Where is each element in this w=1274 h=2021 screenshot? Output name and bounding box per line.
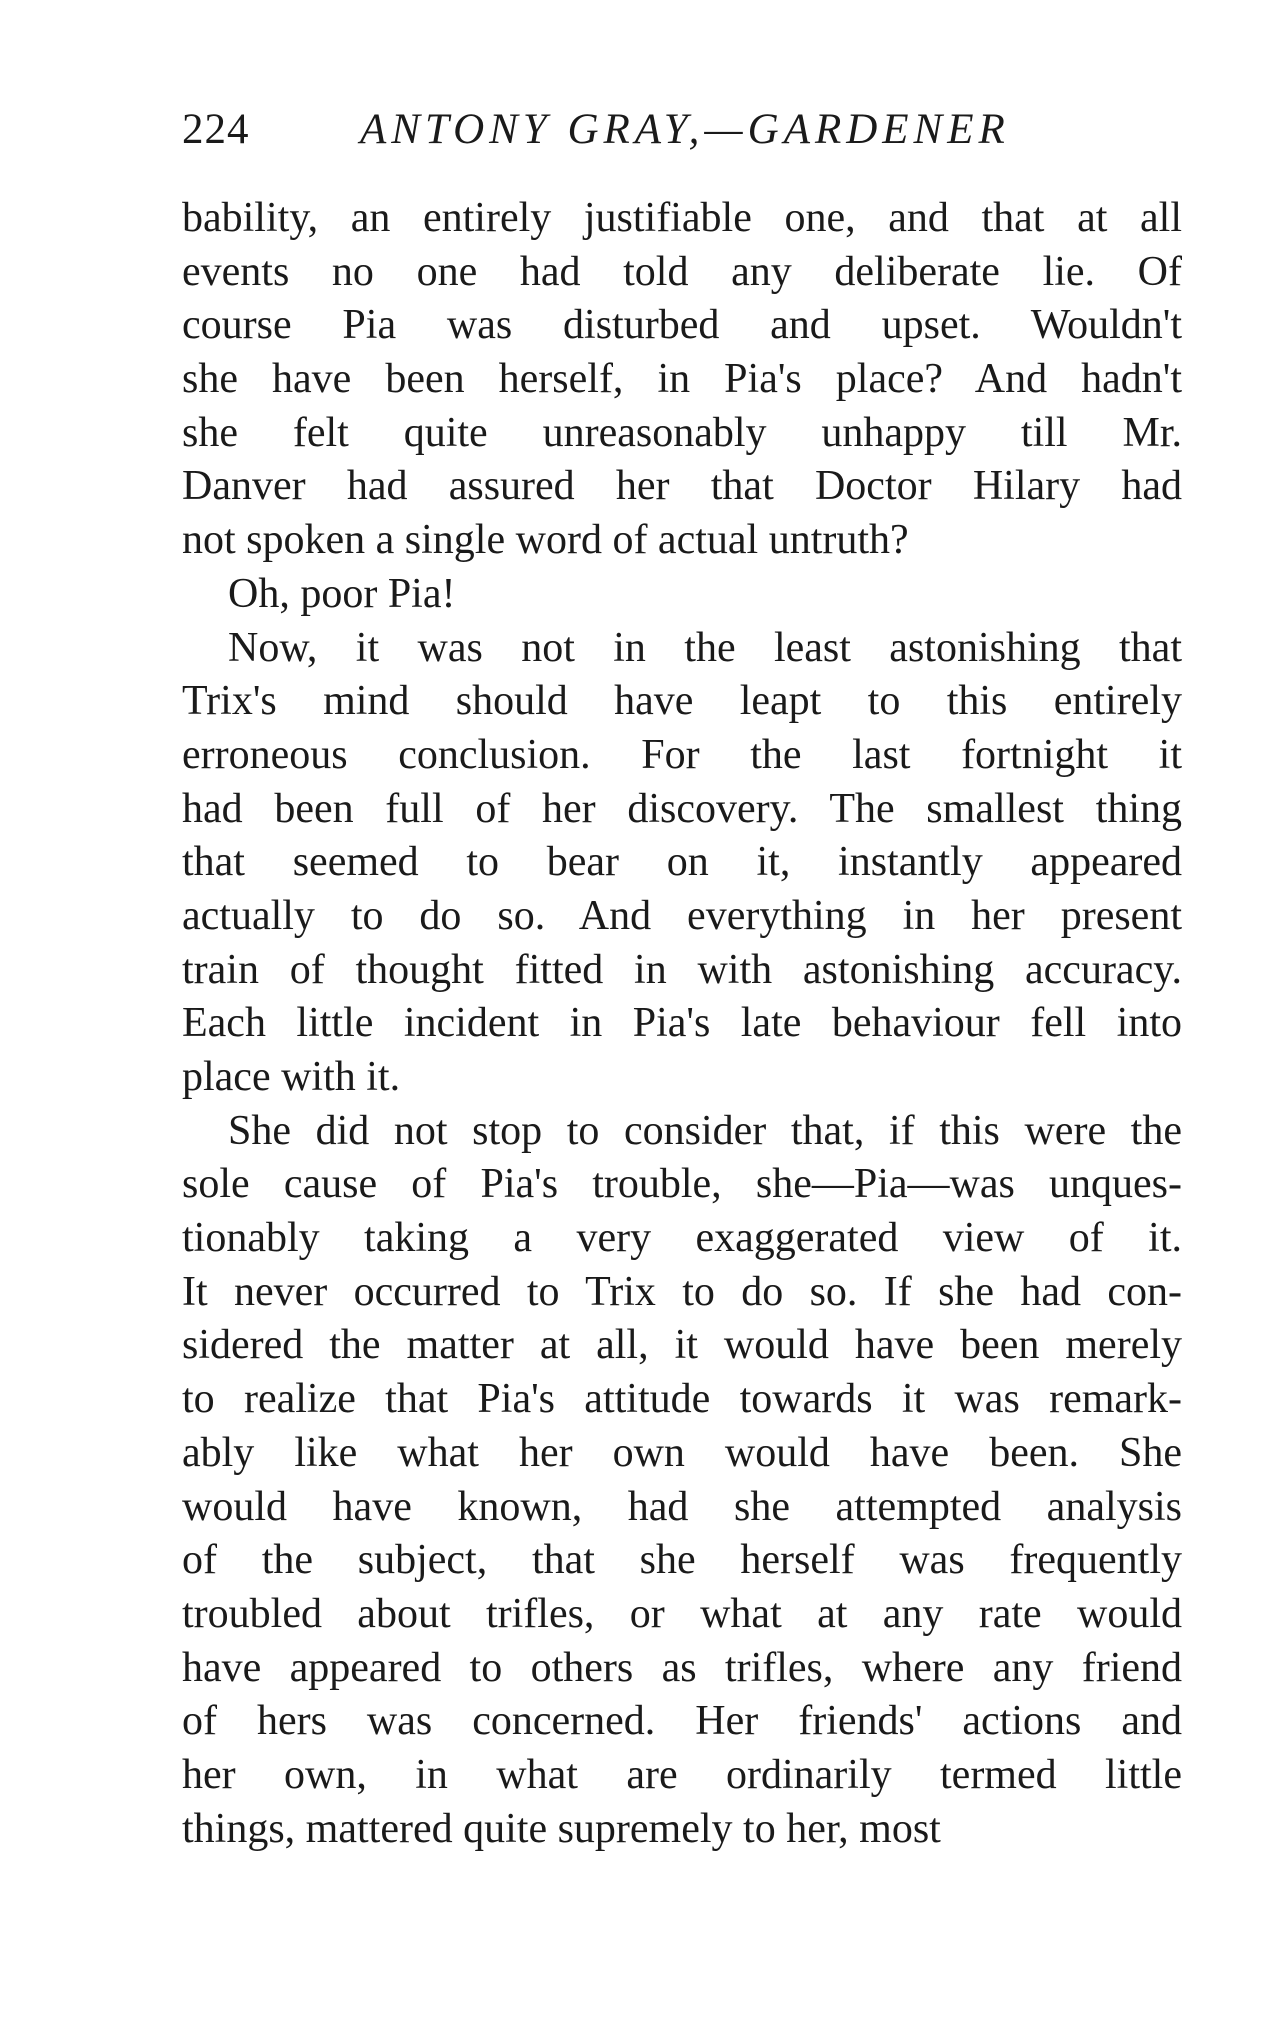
body-text xyxy=(182,192,1182,1856)
text-line: of hers was concerned. Her friends' actions and xyxy=(182,1698,1182,1745)
text-line: not spoken a single word of actual untruth? xyxy=(182,517,909,564)
text-line: she have been herself, in Pia's place? And hadn't xyxy=(182,356,1182,403)
text-line: bability, an entirely justifiable one, and that at all xyxy=(182,195,1182,241)
running-head xyxy=(182,100,1182,160)
text-line: her own, in what are ordinarily termed little xyxy=(182,1751,1182,1798)
text-line: actually to do so. And everything in her present xyxy=(182,892,1182,939)
paragraph xyxy=(182,192,1182,568)
text-line: had been full of her discovery. The smallest thing xyxy=(182,785,1182,832)
running-title: ANTONY GRAY,—GARDENER xyxy=(360,106,1010,153)
text-line: things, mattered quite supremely to her, most xyxy=(182,1805,941,1852)
text-line: have appeared to others as trifles, where any friend xyxy=(182,1644,1182,1691)
text-line: place with it. xyxy=(182,1054,401,1100)
text-line: Each little incident in Pia's late behaviour fell into xyxy=(182,1000,1182,1047)
page-number: 224 xyxy=(182,106,250,153)
text-line: of the subject, that she herself was frequently xyxy=(182,1537,1182,1584)
text-line: Now, it was not in the least astonishing that xyxy=(228,624,1182,671)
text-line: erroneous conclusion. For the last fortnight it xyxy=(182,731,1182,778)
text-line: troubled about trifles, or what at any rate would xyxy=(182,1590,1182,1637)
paragraph xyxy=(182,622,1182,1105)
text-line: It never occurred to Trix to do so. If she had con- xyxy=(182,1268,1182,1315)
text-line: ably like what her own would have been. She xyxy=(182,1429,1182,1476)
text-line: Oh, poor Pia! xyxy=(228,570,456,617)
text-line: to realize that Pia's attitude towards it was remark- xyxy=(182,1376,1182,1423)
text-line: Trix's mind should have leapt to this entirely xyxy=(182,678,1182,725)
text-line: She did not stop to consider that, if this were the xyxy=(228,1107,1182,1154)
text-line: would have known, had she attempted analysis xyxy=(182,1483,1182,1530)
text-line: train of thought fitted in with astonishing accuracy. xyxy=(182,946,1182,993)
text-line: events no one had told any deliberate lie. Of xyxy=(182,248,1182,295)
text-line: sidered the matter at all, it would have been merely xyxy=(182,1322,1182,1369)
text-line: she felt quite unreasonably unhappy till Mr. xyxy=(182,409,1182,456)
paragraph xyxy=(182,568,1182,622)
text-line: Danver had assured her that Doctor Hilary had xyxy=(182,463,1182,510)
paragraph xyxy=(182,1105,1182,1857)
text-line: sole cause of Pia's trouble, she—Pia—was unques- xyxy=(182,1161,1182,1208)
text-line: course Pia was disturbed and upset. Wouldn't xyxy=(182,302,1182,349)
text-line: that seemed to bear on it, instantly appeared xyxy=(182,839,1182,886)
text-line: tionably taking a very exaggerated view of it. xyxy=(182,1215,1182,1262)
